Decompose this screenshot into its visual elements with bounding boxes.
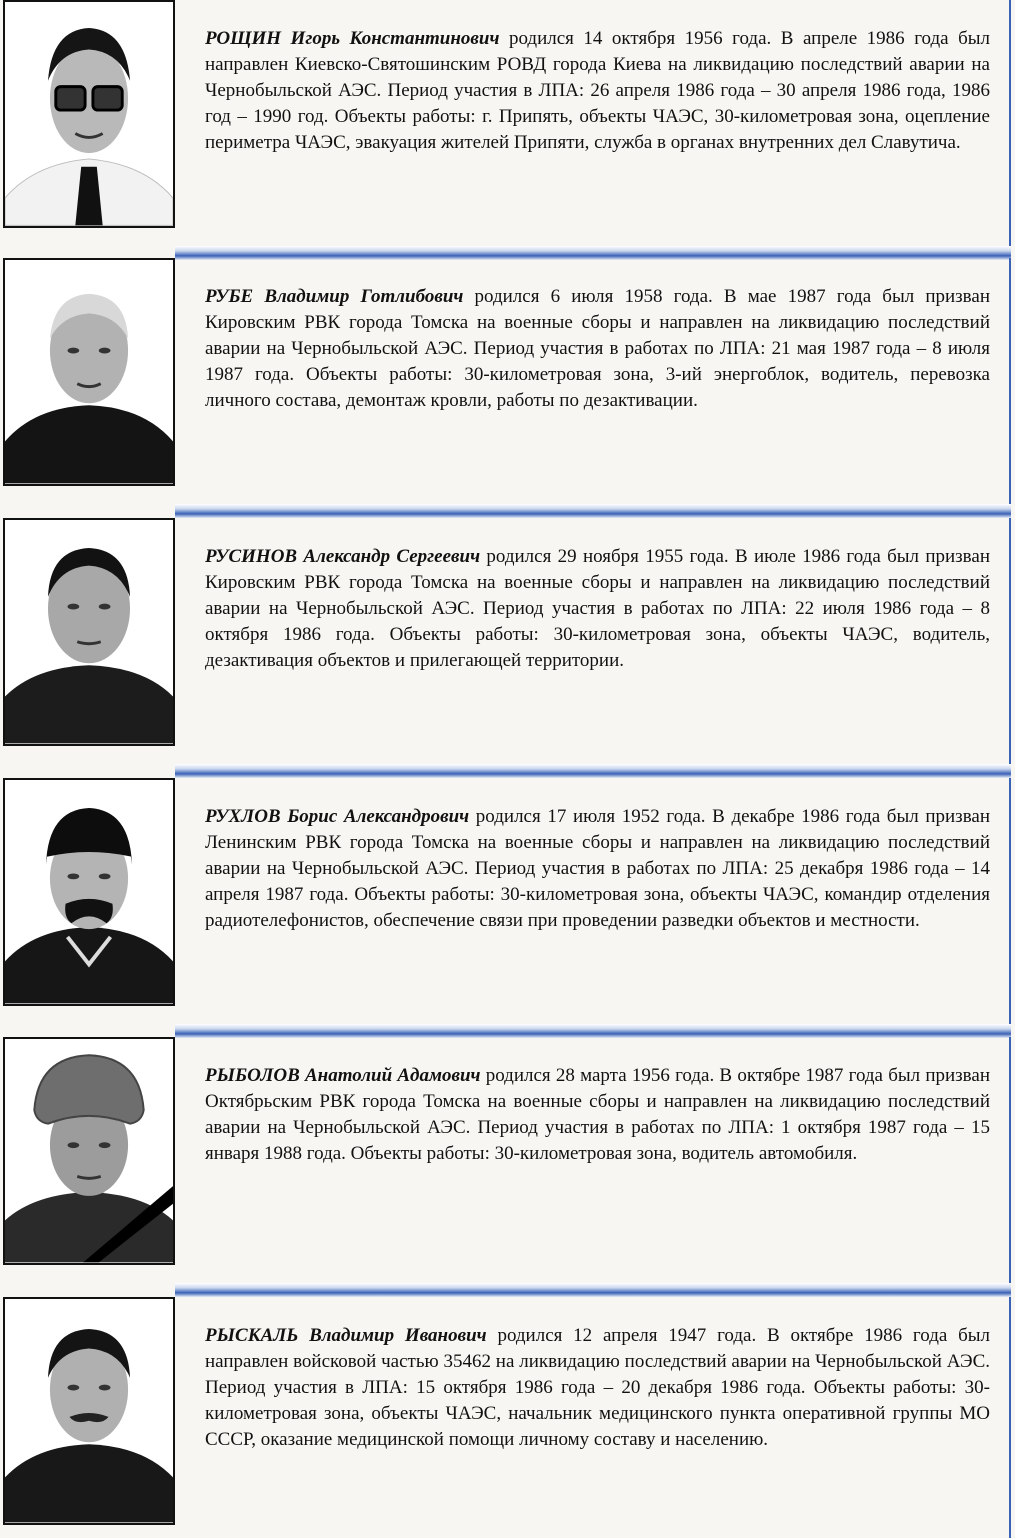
portrait-photo	[3, 1037, 175, 1265]
person-entry	[0, 1037, 1015, 1297]
person-entry	[0, 0, 1015, 260]
person-name: РУСИНОВ Александр Сергеевич	[205, 546, 481, 567]
person-text: родился 29 ноября 1955 года. В июле 1986 года был призван Кировским РВК города Томска на военные сборы и направлен на ликвидацию последствий аварии на Чернобыльской АЭС. Период участия в работах по ЛПА: 22 июля 1986 года – 8 октября 1986 года. Объекты работы: 30-километровая зона, объекты ЧАЭС, водитель, дезактивация объектов и прилегающей территории.	[205, 546, 990, 671]
portrait-man-dark-jacket	[5, 1299, 173, 1523]
person-text: родился 28 марта 1956 года. В октябре 1987 года был призван Октябрьским РВК города Томска на военные сборы и направлен на ликвидацию последствий аварии на Чернобыльской АЭС. Период участия в работах по ЛПА: 1 октября 1987 года – 15 января 1988 года. Объекты работы: 30-километровая зона, водитель автомобиля.	[205, 1065, 991, 1164]
person-entry	[0, 778, 1015, 1038]
portrait-photo	[3, 1297, 175, 1525]
frame-edge	[1009, 778, 1011, 1028]
frame-edge	[1009, 1297, 1011, 1538]
person-bio	[205, 1063, 990, 1167]
person-bio	[205, 804, 990, 934]
person-text: родился 14 октября 1956 года. В апреле 1986 года был направлен Киевско-Святошинским РОВД города Киева на ликвидацию последствий аварии на Чернобыльской АЭС. Период участия в ЛПА: 26 апреля 1986 года – 30 апреля 1986 года, 1986 год – 1990 год. Объекты работы: г. Припять, объекты ЧАЭС, 30-километровая зона, оцепление периметра ЧАЭС, эвакуация жителей Припяти, служба в органах внутренних дел Славутича.	[205, 28, 990, 153]
person-name: РЫБОЛОВ Анатолий Адамович	[205, 1065, 481, 1086]
person-name: РЫСКАЛЬ Владимир Иванович	[205, 1325, 487, 1346]
person-entry	[0, 1297, 1015, 1538]
portrait-photo	[3, 518, 175, 746]
portrait-photo	[3, 258, 175, 486]
person-entry	[0, 518, 1015, 778]
portrait-man-sweater	[5, 520, 173, 744]
frame-edge	[1009, 1037, 1011, 1287]
person-bio	[205, 544, 990, 674]
person-name: РУХЛОВ Борис Александрович	[205, 806, 470, 827]
frame-edge	[1009, 518, 1011, 768]
person-text: родился 12 апреля 1947 года. В октябре 1986 года был направлен войсковой частью 35462 на ликвидацию последствий аварии на Чернобыльской АЭС. Период участия в ЛПА: 15 октября 1986 года – 20 декабря 1986 года. Объекты работы: 30-километровая зона, объекты ЧАЭС, начальник медицинского пункта оперативной группы МО СССР, оказание медицинской помощи личному составу и населению.	[205, 1325, 990, 1450]
frame-edge	[1009, 258, 1011, 508]
person-bio	[205, 1323, 990, 1453]
person-entry	[0, 258, 1015, 518]
person-name: РУБЕ Владимир Готлибович	[205, 286, 464, 307]
person-name: РОЩИН Игорь Константинович	[205, 28, 500, 49]
separator-bar	[175, 1024, 1011, 1038]
person-text: родился 17 июля 1952 года. В декабре 1986 года был призван Ленинским РВК города Томска на военные сборы и направлен на ликвидацию последствий аварии на Чернобыльской АЭС. Период участия в работах по ЛПА: 25 декабря 1986 года – 14 апреля 1987 года. Объекты работы: 30-километровая зона, объекты ЧАЭС, командир отделения радиотелефонистов, обеспечение связи при проведении разведки объектов и местности.	[205, 806, 991, 931]
portrait-man-fur-hat-mourning-ribbon	[5, 1039, 173, 1263]
portrait-photo	[3, 0, 175, 228]
separator-bar	[175, 1283, 1011, 1297]
portrait-photo	[3, 778, 175, 1006]
person-bio	[205, 284, 990, 414]
person-bio	[205, 26, 990, 156]
portrait-man-glasses-tie	[5, 2, 173, 226]
separator-bar	[175, 504, 1011, 518]
separator-bar	[175, 764, 1011, 778]
person-text: родился 6 июля 1958 года. В мае 1987 года был призван Кировским РВК города Томска на военные сборы и направлен на ликвидацию последствий аварии на Чернобыльской АЭС. Период участия в работах по ЛПА: 21 мая 1987 года – 8 июля 1987 года. Объекты работы: 30-километровая зона, 3-ий энергоблок, водитель, перевозка личного состава, демонтаж кровли, работы по дезактивации.	[205, 286, 991, 411]
portrait-man-dark-jacket	[5, 260, 173, 484]
frame-edge	[1009, 0, 1011, 250]
portrait-man-knit-hat-mustache	[5, 780, 173, 1004]
